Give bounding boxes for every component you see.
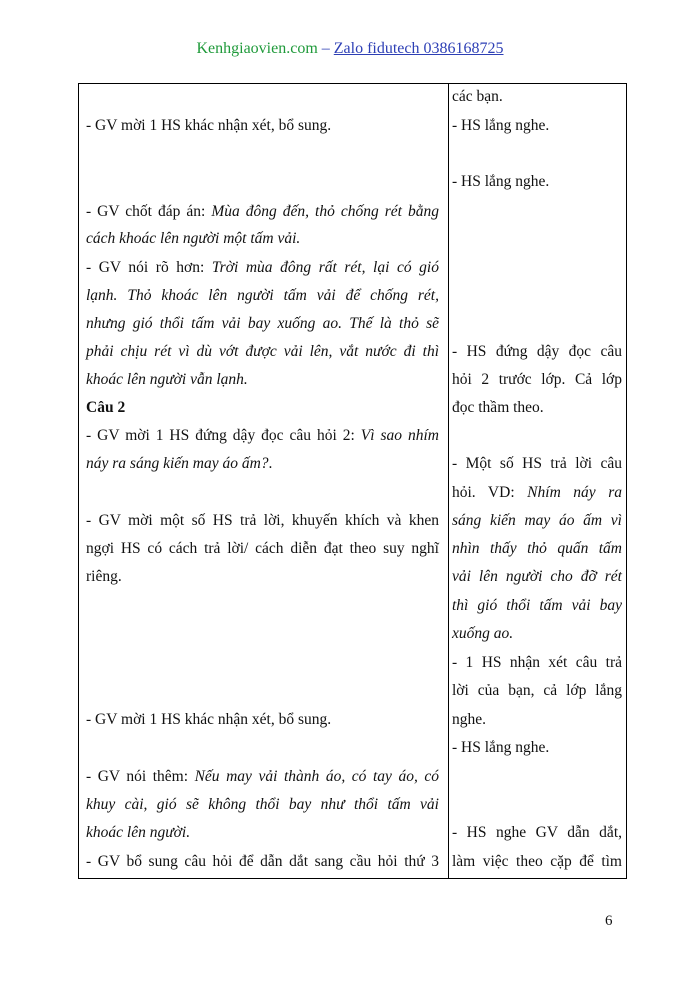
- left-p3-line5: khoác lên người vẫn lạnh.: [86, 371, 248, 388]
- page-number: 6: [605, 913, 613, 929]
- right-r5-line1: - 1 HS nhận xét câu trả: [452, 654, 622, 671]
- left-p2-line1: - GV chốt đáp án: Mùa đông đến, thỏ chống rét bằng: [86, 203, 439, 220]
- left-p3-line3: nhưng gió thổi tấm vải bay xuống ao. Thế là thỏ sẽ: [86, 315, 439, 332]
- right-r3-line2: hỏi 2 trước lớp. Cả lớp: [452, 371, 622, 388]
- right-r4-line4: nhìn thấy thỏ quấn tấm: [452, 540, 622, 557]
- left-p5-line2: ngợi HS có cách trả lời/ cách diễn đạt theo suy nghĩ: [86, 540, 439, 557]
- left-p7-line2: khuy cài, gió sẽ không thổi bay như thổi tấm vải: [86, 796, 439, 813]
- left-p5-line1: - GV mời một số HS trả lời, khuyến khích và khen: [86, 512, 439, 529]
- right-r5-line3: nghe.: [452, 711, 487, 728]
- right-r4-line6: thì gió thổi tấm vải bay: [452, 597, 622, 614]
- column-divider: [448, 83, 449, 879]
- left-p2-line2: cách khoác lên người một tấm vải.: [86, 230, 301, 247]
- right-r5-line2: lời của bạn, cả lớp lắng: [452, 682, 622, 699]
- right-r3-line1: - HS đứng dậy đọc câu: [452, 343, 622, 360]
- page-header: [0, 40, 700, 58]
- right-r4-line2: hỏi. VD: Nhím náy ra: [452, 484, 622, 501]
- header-zalo-link[interactable]: Zalo fidutech 0386168725: [333, 40, 504, 57]
- left-p7-line1: - GV nói thêm: Nếu may vải thành áo, có tay áo, có: [86, 768, 439, 785]
- left-p6: - GV mời 1 HS khác nhận xét, bổ sung.: [86, 711, 332, 728]
- left-p4-line1: - GV mời 1 HS đứng dậy đọc câu hỏi 2: Vì sao nhím: [86, 427, 439, 444]
- left-p8: - GV bổ sung câu hỏi để dẫn dắt sang cầu hỏi thứ 3: [86, 853, 439, 870]
- left-p7-line3: khoác lên người.: [86, 824, 191, 841]
- left-p3-line2: lạnh. Thỏ khoác lên người tấm vải để chống rét,: [86, 287, 439, 304]
- header-dash: –: [317, 40, 334, 57]
- left-p5-line3: riêng.: [86, 568, 122, 585]
- left-p3-line1: - GV nói rõ hơn: Trời mùa đông rất rét, lại có gió: [86, 259, 439, 276]
- right-r4-line3: sáng kiến may áo ấm vì: [452, 512, 622, 529]
- right-r4-line5: vải lên người cho đỡ rét: [452, 568, 622, 585]
- right-r6: - HS lắng nghe.: [452, 739, 550, 756]
- right-r3-line3: đọc thầm theo.: [452, 399, 544, 416]
- left-p4-line2: náy ra sáng kiến may áo ấm?.: [86, 455, 273, 472]
- right-r4-line1: - Một số HS trả lời câu: [452, 455, 622, 472]
- right-r7-line2: làm việc theo cặp để tìm: [452, 853, 622, 870]
- right-r0: các bạn.: [452, 88, 503, 105]
- right-r7-line1: - HS nghe GV dẫn dắt,: [452, 824, 622, 841]
- left-p3-line4: phải chịu rét vì dù vớt được vải lên, vắt nước đi thì: [86, 343, 439, 360]
- question-2-heading: Câu 2: [86, 399, 126, 416]
- left-p1: - GV mời 1 HS khác nhận xét, bổ sung.: [86, 117, 332, 134]
- header-site: Kenhgiaovien.com: [196, 40, 318, 57]
- right-r1: - HS lắng nghe.: [452, 117, 550, 134]
- right-r4-line7: xuống ao.: [452, 625, 514, 642]
- right-r2: - HS lắng nghe.: [452, 173, 550, 190]
